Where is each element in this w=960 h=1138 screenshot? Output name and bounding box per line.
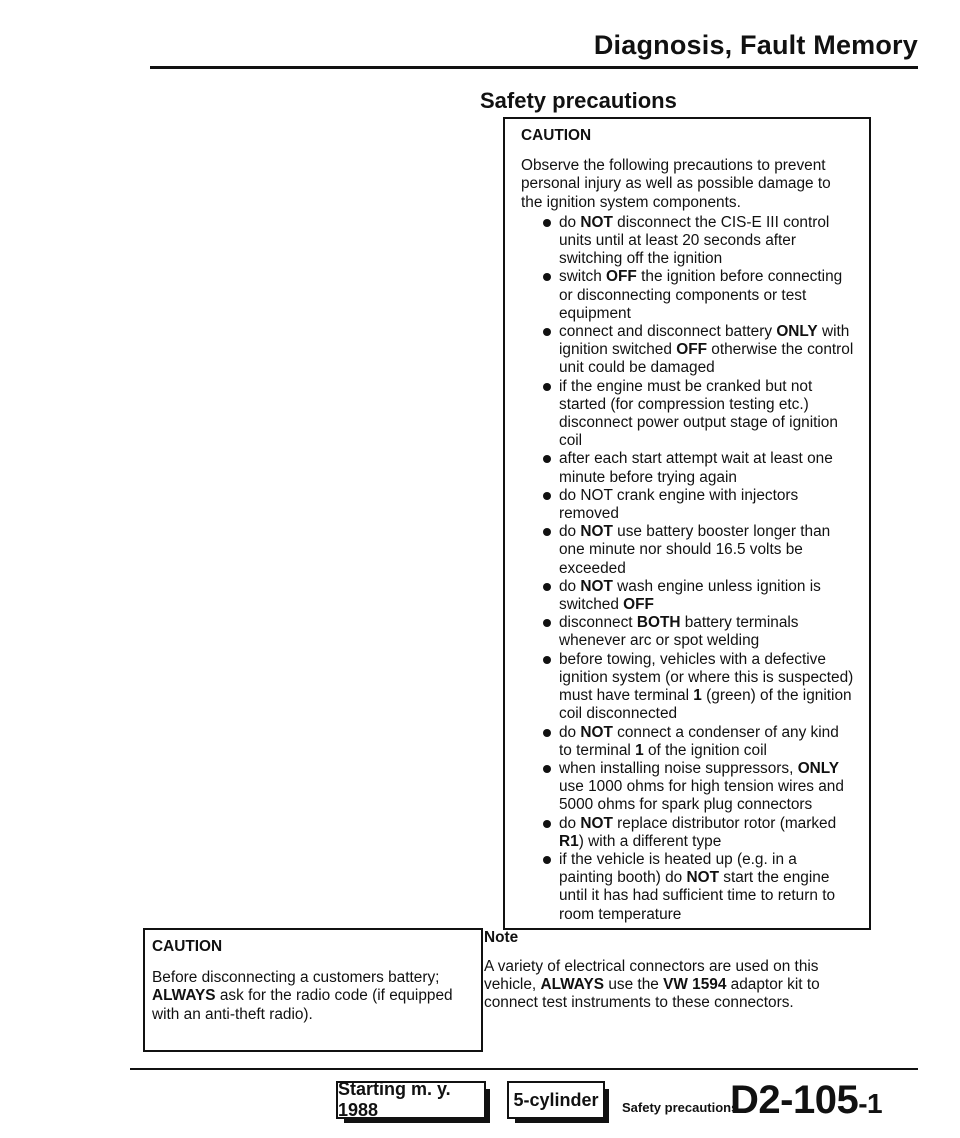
caution-list-item	[541, 523, 855, 578]
caution-item-text: if the engine must be cranked but not started (for compression testing etc.) disconnect power output stage of ignition coil	[559, 377, 838, 450]
radio-caution-text: Before disconnecting a customers battery;	[152, 969, 440, 987]
caution-item-text: the ignition before connecting or disconnecting components or test equipment	[559, 268, 843, 322]
caution-item-text: use battery booster longer than one minute nor should 16.5 volts be exceeded	[559, 523, 831, 577]
caution-item-text: connect a condenser of any kind to terminal	[559, 723, 839, 759]
page-number	[730, 1078, 882, 1123]
caution-list-item	[541, 724, 855, 760]
radio-caution-heading: CAUTION	[152, 938, 223, 955]
engine-tag: 5-cylinder	[507, 1081, 605, 1119]
caution-list-item	[541, 851, 855, 924]
caution-item-text: if the vehicle is heated up (e.g. in a painting booth) do	[559, 850, 797, 887]
caution-item-text: NOT	[580, 577, 613, 595]
caution-item-text: OFF	[676, 341, 707, 359]
caution-item-text: start the engine until it has had sufficient time to return to room temperature	[559, 869, 836, 923]
caution-item-text: wash engine unless ignition is switched	[559, 577, 821, 614]
header-rule	[150, 66, 918, 69]
caution-item-text: ONLY	[776, 323, 818, 341]
note-heading: Note	[484, 929, 519, 946]
caution-item-text: 1	[693, 687, 702, 705]
section-title: Safety precautions	[480, 88, 677, 113]
caution-item-text: OFF	[623, 596, 654, 614]
caution-list-item	[541, 614, 855, 650]
caution-item-text: battery terminals whenever arc or spot welding	[559, 614, 799, 650]
caution-item-text: OFF	[606, 268, 637, 286]
model-year-tag: Starting m. y. 1988	[336, 1081, 486, 1119]
caution-item-text: 1	[635, 741, 644, 759]
caution-item-text: NOT	[686, 869, 719, 887]
caution-item-text: NOT	[580, 814, 613, 832]
radio-caution-box	[143, 928, 483, 1052]
caution-list-item	[541, 323, 855, 378]
caution-item-text: NOT	[580, 723, 613, 741]
caution-item-text: do	[559, 723, 581, 741]
note-text: use the	[604, 976, 664, 994]
caution-item-text: do	[559, 577, 581, 595]
caution-list	[521, 214, 855, 924]
caution-list-item	[541, 760, 855, 815]
caution-item-text: BOTH	[636, 614, 681, 632]
note-text: ALWAYS	[540, 976, 605, 994]
caution-item-text: ONLY	[797, 759, 840, 777]
caution-list-item	[541, 214, 855, 269]
caution-item-text: do	[559, 814, 581, 832]
page-header-title: Diagnosis, Fault Memory	[593, 30, 918, 60]
caution-item-text: replace distributor rotor (marked	[612, 814, 837, 832]
caution-intro: Observe the following precautions to prevent personal injury as well as possible damage to the ignition system components.	[521, 157, 831, 211]
caution-item-text: (green) of the ignition coil disconnected	[559, 687, 852, 723]
caution-list-item	[541, 450, 855, 486]
caution-list-item	[541, 487, 855, 523]
caution-item-text: disconnect	[559, 614, 637, 632]
note-text: adaptor kit to connect test instruments to these connectors.	[484, 976, 820, 1012]
caution-box	[503, 117, 871, 930]
caution-heading: CAUTION	[521, 127, 592, 144]
note-text: A variety of electrical connectors are used on this vehicle,	[484, 958, 819, 994]
note-text	[484, 958, 874, 1013]
caution-list-item	[541, 651, 855, 724]
caution-item-text: disconnect the CIS-E III control units until at least 20 seconds after switching off the ignition	[559, 213, 830, 268]
caution-item-text: R1	[559, 832, 579, 850]
radio-caution-text: ALWAYS	[152, 987, 216, 1005]
caution-item-text: use 1000 ohms for high tension wires and 5000 ohms for spark plug connectors	[559, 778, 844, 814]
page-number-sub: -1	[858, 1088, 883, 1119]
radio-caution-text	[152, 969, 471, 1024]
caution-list-item	[541, 815, 855, 851]
caution-item-text: NOT	[580, 213, 613, 231]
caution-list-item	[541, 578, 855, 614]
caution-item-text: do	[559, 523, 581, 541]
caution-item-text: switch	[559, 268, 607, 286]
note-text: VW 1594	[663, 976, 727, 994]
caution-item-text: after each start attempt wait at least one minute before trying again	[559, 450, 833, 486]
caution-item-text: before towing, vehicles with a defective ignition system (or where this is suspected) must have terminal	[559, 650, 854, 705]
caution-item-text: ) with a different type	[578, 832, 722, 850]
caution-item-text: of the ignition coil	[643, 741, 767, 759]
caution-item-text: when installing noise suppressors,	[559, 759, 798, 777]
caution-list-item	[541, 268, 855, 323]
radio-caution-text: ask for the radio code (if equipped with an anti-theft radio).	[152, 987, 453, 1023]
caution-list-item	[541, 378, 855, 451]
footer-rule	[130, 1068, 918, 1070]
caution-item-text: do NOT crank engine with injectors removed	[559, 486, 799, 523]
page-number-main: D2-105	[730, 1078, 859, 1122]
caution-item-text: do	[559, 213, 581, 231]
caution-item-text: with ignition switched	[559, 323, 850, 359]
caution-item-text: otherwise the control unit could be damaged	[559, 341, 854, 377]
caution-item-text: connect and disconnect battery	[559, 323, 777, 341]
footer-section-label: Safety precautions	[622, 1100, 739, 1115]
caution-item-text: NOT	[580, 523, 613, 541]
